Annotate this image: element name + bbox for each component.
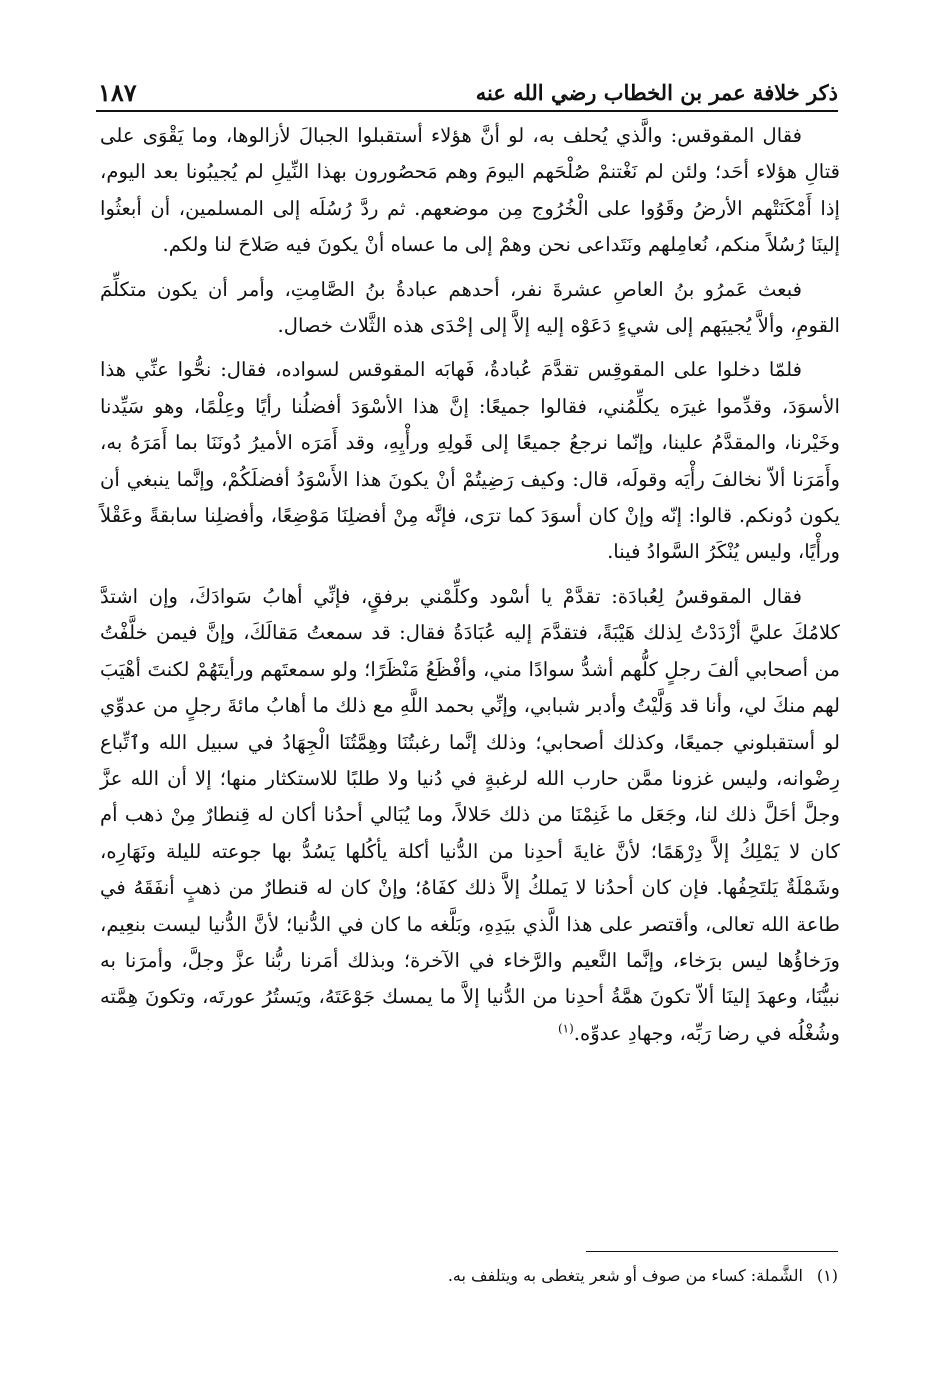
footnote [100, 1262, 838, 1290]
paragraph-3: فلمّا دخلوا على المقوقِس تقدَّمَ عُبادةُ، فَهابَه المقوقس لسواده، فقال: نحُّوا عنِّي هذا الأسوَدَ، وقدِّموا غيرَه يكلِّمُني، فقالوا جميعًا: إنَّ هذا الأسْوَدَ أفضلُنا رأيًا وعِلْمًا، وهو سَيِّدنا وخَيْرنا، والمقدَّمُ علينا، وإنّما نرجعُ جميعًا إلى قَولِهِ ورأْيِهِ، وقد أَمَرَه الأميرُ دُونَنَا بما أَمَرَهُ به، وأَمَرَنا ألاّ نخالفَ رأْيَه وقولَه، قال: وكيف رَضِيتُمْ أنْ يكونَ هذا الأَسْوَدُ أفضلَكُمْ، وإنَّما ينبغي أن يكون دُونكم. قالوا: إنّه وإنْ كان أسوَدَ كما ترَى، فإنَّه مِنْ أفضلِنَا مَوْضِعًا، وأفضلِنا سابقةً وعَقْلاً ورأْيًا، وليس يُنْكَرُ السَّوادُ فينا. [100, 358, 840, 564]
header-title: ذكر خلافة عمر بن الخطاب رضي الله عنه [475, 80, 838, 105]
paragraph-4 [100, 579, 840, 1052]
running-header [98, 70, 838, 108]
paragraph-4-text: فقال المقوقسُ لِعُبادَة: تقدَّمْ يا أسْود وكلِّمْني برفقٍ، فإنِّي أهابُ سَوادَكَ، وإن اشتدَّ كلامُكَ عليَّ أزْدَدْتُ لِذلك هَيْبَةً، فتقدَّمَ إليه عُبَادَةُ فقال: قد سمعتُ مَقالَكَ، وإنَّ فيمن خلَّفْتُ من أصحابي ألفَ رجلٍ كلُّهم أشدُّ سوادًا مني، وأفْظَعُ مَنْظَرًا؛ ولو سمعتَهم ورأيتَهُمْ لكنتَ أهْيَبَ لهم منكَ لي، وأنا قد وَلَّيْتُ وأدبر شبابي، وإنِّي بحمد اللَّهِ مع ذلك ما أهابُ مائةَ رجلٍ من عدوِّي لو أستقبلوني جميعًا، وكذلك أصحابي؛ وذلك إنَّما رغبتُنَا وهِمَّتُنَا الْجِهَادُ في سبيل الله وٱتِّباع رِضْوانه، وليس غزونا ممَّن حارب الله لرغبةٍ في دُنيا ولا طلبًا للاستكثار منها؛ إلا أن الله عزَّ وجلَّ أحَلَّ ذلك لنا، وجَعَل ما غَنِمْنَا من ذلك حَلالاً، وما يُبَالي أحدُنا أكان له قِنطارٌ مِنْ ذهب أم كان لا يَمْلِكُ إلاَّ دِرْهَمًا؛ لأنَّ غايةَ أحدِنا من الدُّنيا أكلة يأكُلها يَسُدُّ بها جوعته لليلة ونَهَارِه، وشَمْلَةٌ يَلتَحِفُها. فإن كان أحدُنا لا يَملكُ إلاَّ ذلك كفَاهُ؛ وإنْ كان له قنطارٌ من ذهبٍ أنفَقَهُ في طاعة الله تعالى، وأقتصر على هذا الَّذي بيَدِهِ، وبَلَّغه ما كان في الدُّنيا؛ لأنَّ الدُّنيا ليست بنعِيم، ورَخاؤُها ليس برَخاء، وإنَّما النَّعيم والرَّخاء في الآخرة؛ وبذلك أمَرنا ربُّنا عزَّ وجلَّ، وأمرَنا به نبيُّنَا، وعهدَ إلينَا ألاّ تكونَ همَّةُ أحدِنا من الدُّنيا إلاَّ ما يمسك جَوْعَتَهُ، ويَستُرُ عورتَه، وتكونَ هِمَّته وشُغْلُه في رضا رَبِّه، وجهادِ عدوِّه. [100, 584, 840, 1045]
footnote-text: الشَّملة: كساء من صوف أو شعر يتغطى به ويتلفف به. [447, 1266, 803, 1285]
footnote-number: (١) [816, 1266, 838, 1285]
footnote-rule [586, 1251, 838, 1252]
footnote-marker[interactable]: (١) [557, 1021, 574, 1036]
page-number: ١٨٧ [98, 78, 137, 107]
paragraph-1: فقال المقوقس: والَّذي يُحلف به، لو أنَّ هؤلاء أستقبلوا الجبالَ لأزالوها، وما يَقْوَى على قتالِ هؤلاء أحَد؛ ولئن لم نَغْتنمْ صُلْحَهم اليومَ وهم مَحصُورون بهذا النِّيلِ لم يُجيبُونا بعد اليوم، إذا أَمْكَنَتْهم الأرضُ وقَوُوا على الْخُرُوج مِن موضعهم. ثم ردَّ رُسُلَه إلى المسلمين، أن أبعثُوا إلينَا رُسُلاً منكم، نُعامِلهم ونَتَداعى نحن وهمْ إلى ما عساه أنْ يكونَ فيه صَلاحَ لنا ولكم. [100, 124, 840, 257]
header-rule [96, 110, 838, 112]
paragraph-2: فبعث عَمرُو بنُ العاصِ عشرةَ نفر، أحدهم عبادةُ بنُ الصَّامِتِ، وأمر أن يكون متكلِّمَ القومِ، وألاَّ يُجيبَهم إلى شيءٍ دَعَوْه إليه إلاَّ إلى إحْدَى هذه الثَّلاث خصال. [100, 277, 840, 338]
main-text [100, 118, 840, 1060]
